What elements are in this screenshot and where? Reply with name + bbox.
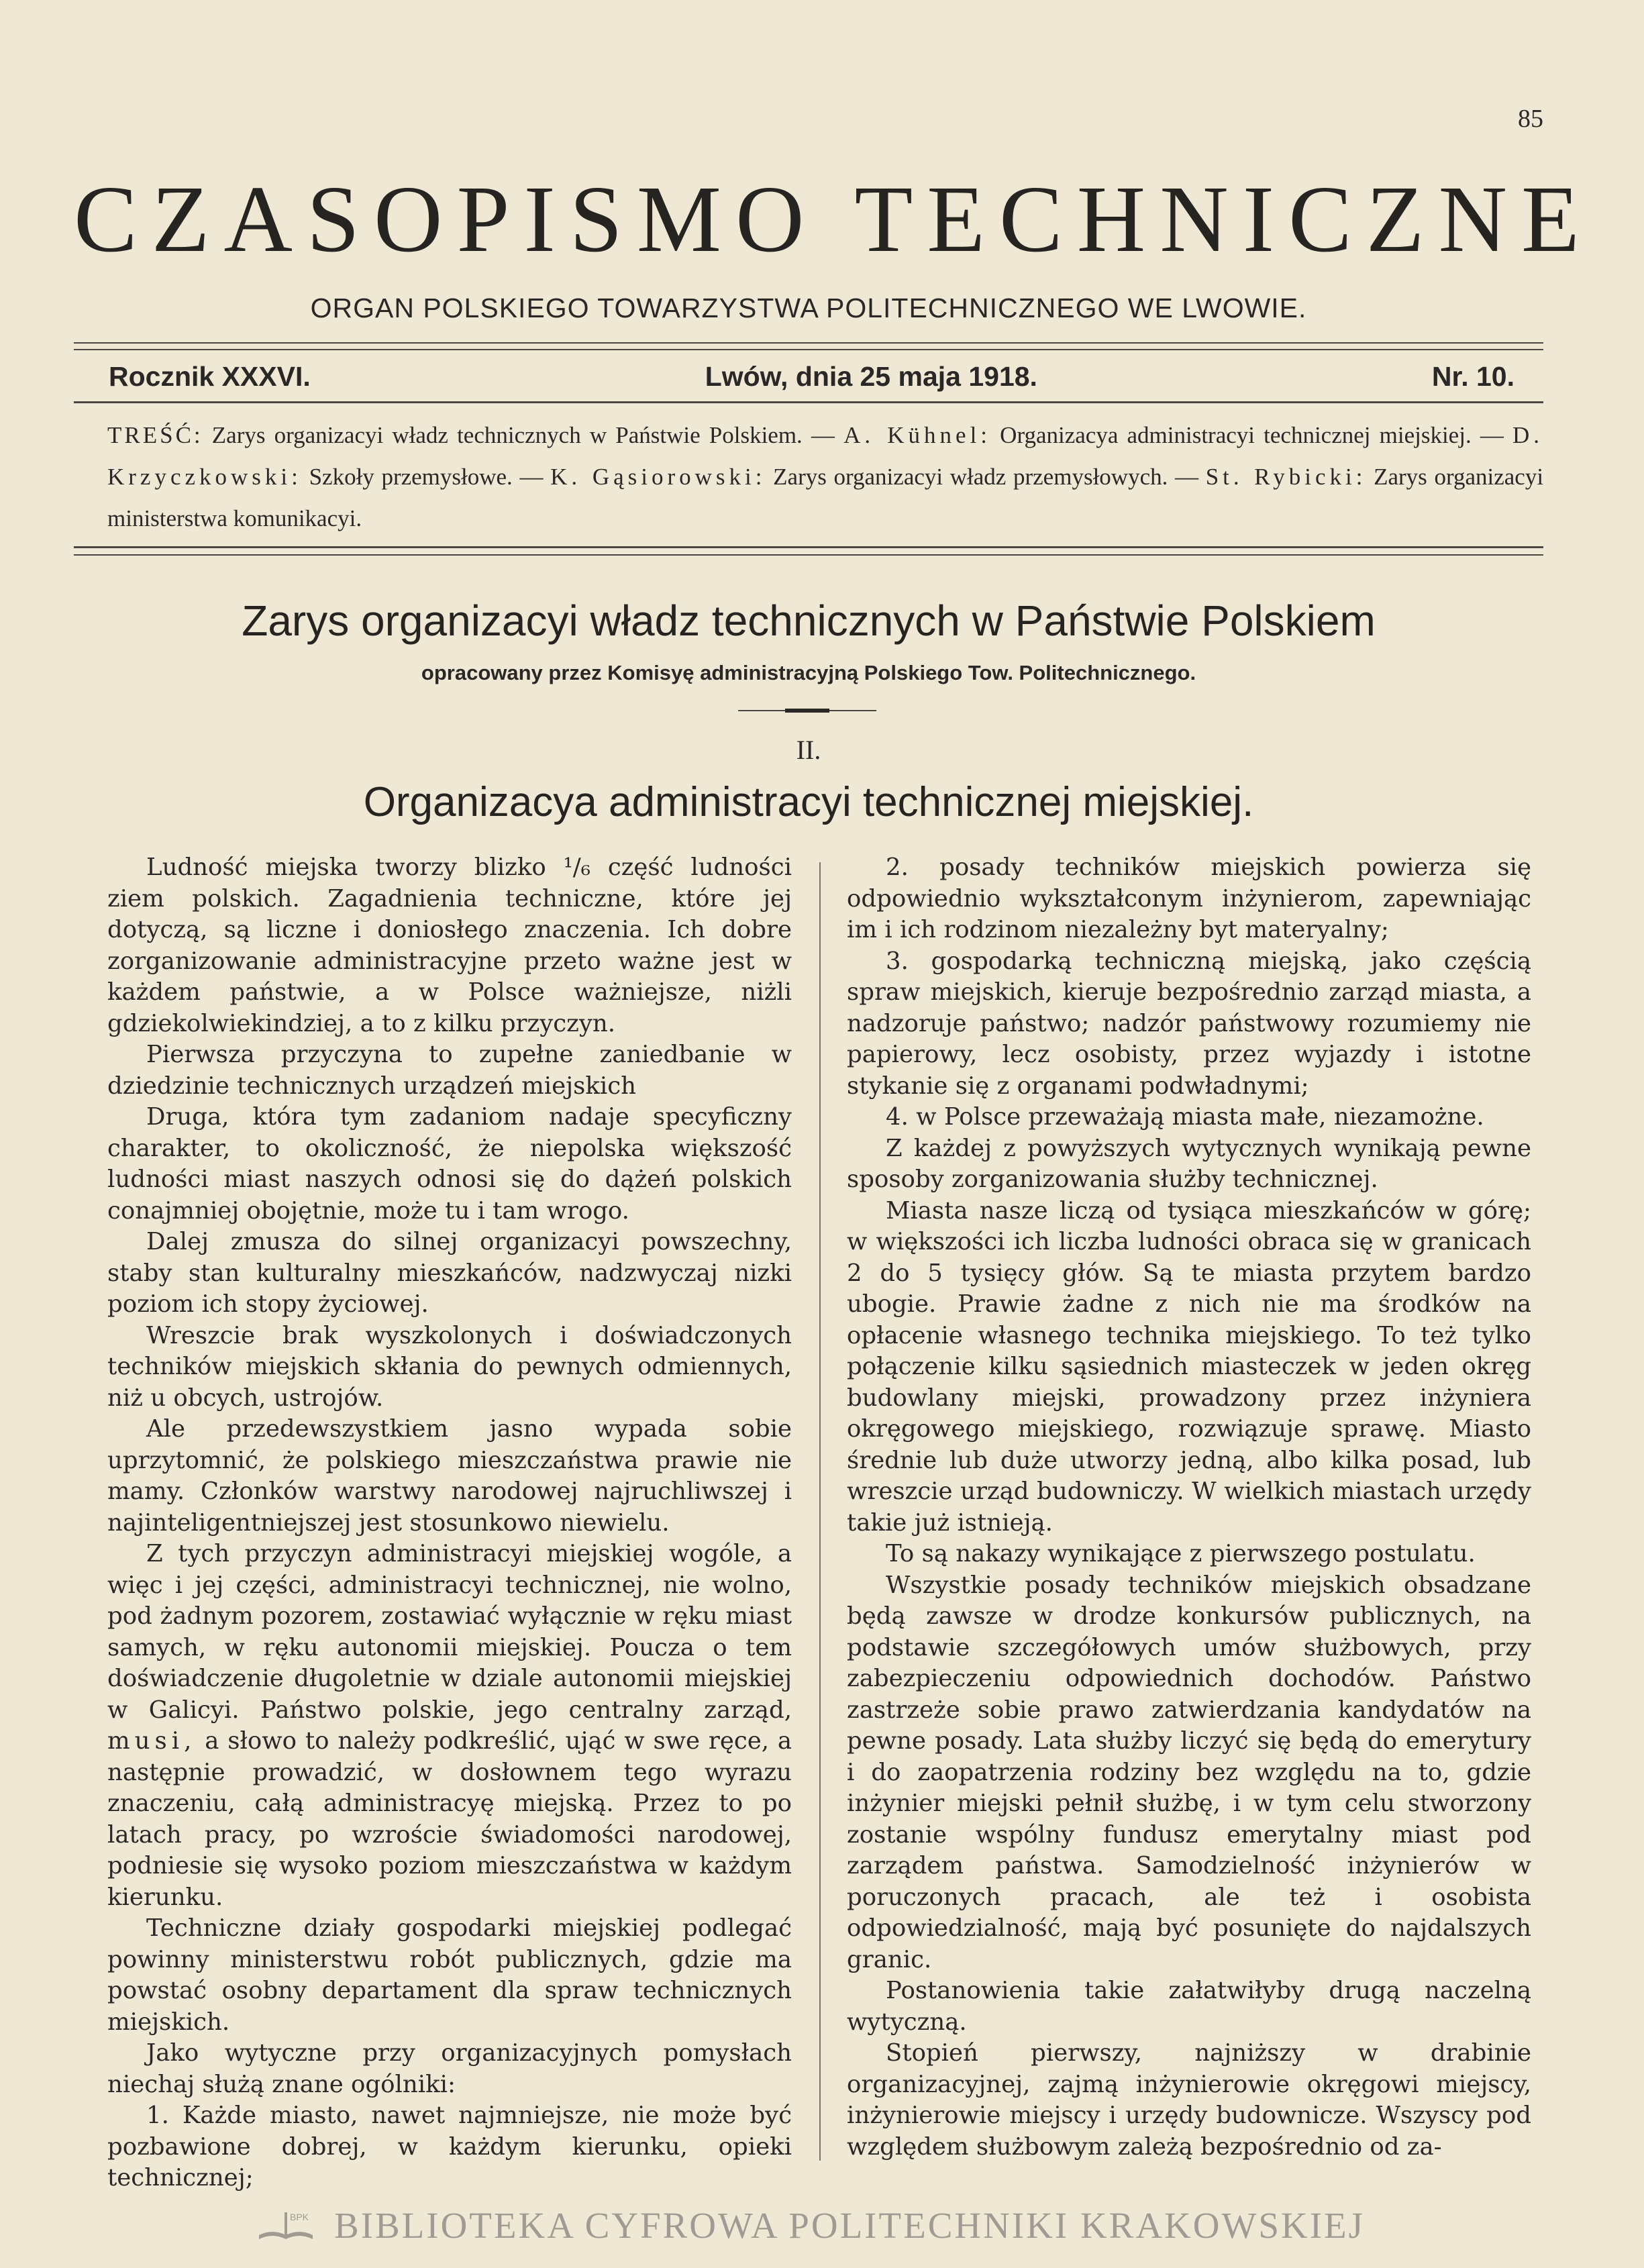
paragraph: Ludność miejska tworzy blizko ¹/₆ część ludności ziem polskich. Zagadnienia techniczne, które jej dotyczą, są liczne i doniosłego znaczenia. Ich dobre zorganizowanie administracyjne przeto ważne jest w każdem państwie, a w Polsce ważniejsze, niżli gdziekolwiekindziej, a to z kilku przyczyn. xyxy=(107,854,792,1037)
right-column xyxy=(847,852,1531,2163)
paragraph: Jako wytyczne przy organizacyjnych pomysłach niechaj służą znane ogólniki: xyxy=(107,2039,792,2098)
paragraph: 3. gospodarką techniczną miejską, jako częścią spraw miejskich, kieruje bezpośrednio zarząd miasta, a nadzoruje państwo; nadzór państwowy rozumiemy nie papierowy, lecz osobisty, przez wyjazdy i istotne stykanie się z organami podwładnymi; xyxy=(847,947,1531,1100)
left-column xyxy=(107,852,792,2194)
column-divider xyxy=(819,862,821,2161)
paragraph: Techniczne działy gospodarki miejskiej podlegać powinny ministerstwu robót publicznych, gdzie ma powstać osobny departament dla spraw technicznych miejskich. xyxy=(107,1914,792,2036)
paragraph: 4. w Polsce przeważają miasta małe, niezamożne. xyxy=(886,1103,1484,1131)
ornament-divider xyxy=(738,709,876,713)
paragraph-text: Z tych przyczyn administracyi miejskiej wogóle, a więc i jej części, administracyi technicznej, nie wolno, pod żadnym pozorem, zostawiać wyłącznie w ręku miast samych, w ręku autonomii miejskiej. Poucza o tem doświadczenie długoletnie w dziale autonomii miejskiej w Galicyi. Państwo polskie, jego centralny zarząd, xyxy=(107,1540,792,1724)
paragraph: Stopień pierwszy, najniższy w drabinie organizacyjnej, zajmą inżynierowie okręgowi miejscy, inżynierowie miejscy i urzędy budownicze. Wszyscy pod względem służbowym zależą bezpośrednio od za- xyxy=(847,2039,1531,2161)
paragraph: 1. Każde miasto, nawet najmniejsze, nie może być pozbawione dobrej, w każdym kierunku, opieki technicznej; xyxy=(107,2102,792,2192)
library-footer xyxy=(74,2204,1543,2247)
toc-item-author: A. Kühnel: xyxy=(843,422,992,448)
page-number: 85 xyxy=(1518,105,1543,133)
masthead-title: CZASOPISMO TECHNICZNE xyxy=(74,166,1594,272)
paragraph: Miasta nasze liczą od tysiąca mieszkańców w górę; w większości ich liczba ludności obraca się w granicach 2 do 5 tysięcy głów. Są te miasta przytem bardzo ubogie. Prawie żadne z nich nie ma środków na opłacenie własnego technika miejskiego. To też tylko połączenie kilku sąsiednich miasteczek w jeden okręg budowlany miejski, prowadzony przez inżyniera okręgowego miejskiego, rozwiązuje sprawę. Miasto średnie lub duże utworzy jedną, albo kilka posad, lub wreszcie urząd budowniczy. W wielkich miastach urzędy takie już istnieją. xyxy=(847,1196,1531,1537)
article-byline: opracowany przez Komisyę administracyjną Polskiego Tow. Politechnicznego. xyxy=(421,661,1196,684)
paragraph: Wszystkie posady techników miejskich obsadzane będą zawsze w drodze konkursów publicznych, na podstawie szczegółowych umów służbowych, przy zabezpieczeniu odpowiednich dochodów. Państwo zastrzeże sobie prawo zatwierdzania kandydatów na pewne posady. Lata służby liczyć się będą do emerytury i do zaopatrzenia rodziny bez względu na to, gdzie inżynier miejski pełnił służbę, i w tym celu stworzony zostanie wspólny fundusz emerytalny miast pod zarządem państwa. Samodzielność inżynierów w poruczonych pracach, ale też i osobista odpowiedzialność, mają być posunięte do najdalszych granic. xyxy=(847,1571,1531,1973)
section-number: II. xyxy=(796,735,821,765)
library-logo-icon xyxy=(252,2206,319,2246)
divider-rule xyxy=(74,342,1543,344)
toc-item-title: Zarys organizacyi ministerstwa komunikacyi. xyxy=(107,464,1544,531)
paragraph: Z każdej z powyższych wytycznych wynikają pewne sposoby zorganizowania służby technicznej. xyxy=(847,1134,1531,1193)
paragraph: Wreszcie brak wyszkolonych i doświadczonych techników miejskich skłania do pewnych odmiennych, niż u obcych, ustrojów. xyxy=(107,1321,792,1412)
paragraph: Pierwsza przyczyna to zupełne zaniedbanie w dziedzinie technicznych urządzeń miejskich xyxy=(107,1041,792,1100)
paragraph-text: a słowo to należy podkreślić, ująć w swe ręce, a następnie prowadzić, w dosłownem tego wyrazu znaczeniu, całą administracyę miejską. Przez to po latach pracy, po wzroście świadomości narodowej, podniesie się wysoko poziom mieszczaństwa w każdym kierunku. xyxy=(107,1727,792,1911)
toc-item-title: Zarys organizacyi władz technicznych w Państwie Polskiem. — xyxy=(211,422,835,448)
section-title: Organizacya administracyi technicznej miejskiej. xyxy=(363,779,1254,825)
paragraph: Dalej zmusza do silnej organizacyi powszechny, staby stan kulturalny mieszkańców, nadzwyczaj nizki poziom ich stopy życiowej. xyxy=(107,1228,792,1318)
svg-text:BPK: BPK xyxy=(289,2211,309,2222)
divider-rule xyxy=(74,349,1543,350)
paragraph: Druga, która tym zadaniom nadaje specyficzny charakter, to okoliczność, że niepolska większość ludności miast naszych odnosi się do dążeń polskich conajmniej obojętnie, może tu i tam wrogo. xyxy=(107,1103,792,1225)
emphasized-word: musi, xyxy=(107,1727,197,1755)
article-title: Zarys organizacyi władz technicznych w Państwie Polskiem xyxy=(242,597,1376,645)
divider-rule xyxy=(74,401,1543,403)
toc-item-author: D. Krzyczkowski: xyxy=(107,422,1544,490)
toc-item-title: Zarys organizacyi władz przemysłowych. — xyxy=(773,464,1199,490)
issue-number: Nr. 10. xyxy=(1431,361,1514,392)
toc-label: TREŚĆ: xyxy=(107,422,203,448)
masthead-subtitle: ORGAN POLSKIEGO TOWARZYSTWA POLITECHNICZNEGO WE LWOWIE. xyxy=(310,293,1307,323)
table-of-contents xyxy=(107,415,1543,539)
paragraph: 2. posady techników miejskich powierza się odpowiednio wykształconym inżynierom, zapewniając im i ich rodzinom niezależny byt materyalny; xyxy=(847,854,1531,943)
footer-text: BIBLIOTEKA CYFROWA POLITECHNIKI KRAKOWSKIEJ xyxy=(333,2205,1366,2246)
toc-item-title: Szkoły przemysłowe. — xyxy=(309,464,544,490)
paragraph: Postanowienia takie załatwiłyby drugą naczelną wytyczną. xyxy=(847,1977,1531,2036)
paragraph: Ale przedewszystkiem jasno wypada sobie uprzytomnić, że polskiego mieszczaństwa prawie nie mamy. Członków warstwy narodowej najruchliwszej i najinteligentniejszej jest stosunkowo niewielu. xyxy=(107,1415,792,1537)
issue-date: Lwów, dnia 25 maja 1918. xyxy=(705,361,1037,392)
issue-line xyxy=(109,361,1514,393)
divider-rule xyxy=(74,546,1543,548)
paragraph xyxy=(107,1539,792,1913)
toc-item-author: St. Rybicki: xyxy=(1205,464,1367,490)
issue-volume: Rocznik XXXVI. xyxy=(109,361,311,392)
divider-rule xyxy=(74,554,1543,556)
toc-item-author: K. Gąsiorowski: xyxy=(550,464,766,490)
toc-item-title: Organizacya administracyi technicznej miejskiej. — xyxy=(1000,422,1504,448)
paragraph: To są nakazy wynikające z pierwszego postulatu. xyxy=(886,1540,1476,1567)
